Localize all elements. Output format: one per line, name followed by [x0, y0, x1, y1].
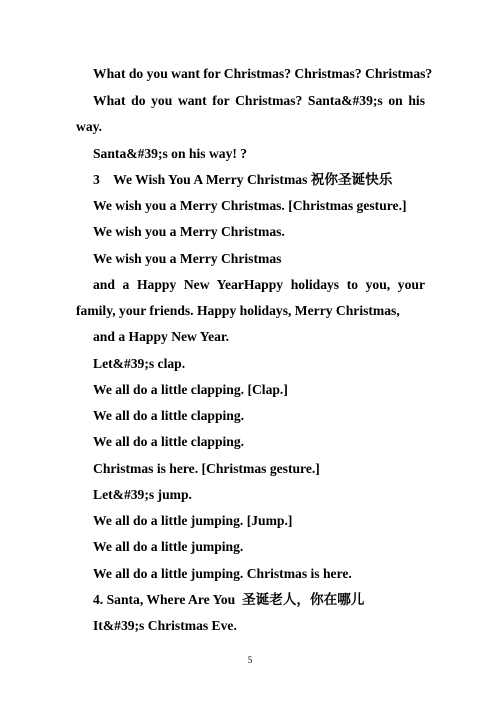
- text-line: We all do a little clapping. [Clap.]: [93, 382, 288, 397]
- text-line: Santa&#39;s on his way! ?: [93, 146, 248, 161]
- text-line: We all do a little jumping. Christmas is here.: [93, 566, 352, 581]
- text-line: We all do a little jumping.: [93, 539, 244, 554]
- text-line: It&#39;s Christmas Eve.: [93, 618, 237, 633]
- section-heading: 4. Santa, Where Are You 圣诞老人，你在哪儿: [93, 592, 365, 607]
- text-line: We wish you a Merry Christmas. [Christmas gesture.]: [93, 198, 407, 213]
- text-line: What do you want for Christmas? Christmas? Christmas?: [93, 66, 433, 81]
- text-line: Christmas is here. [Christmas gesture.]: [93, 461, 320, 476]
- text-line: What do you want for Christmas? Santa&#39;s on his: [93, 93, 425, 108]
- text-line: Let&#39;s jump.: [93, 487, 192, 502]
- text-line: family, your friends. Happy holidays, Merry Christmas,: [76, 303, 400, 318]
- text-line: way.: [76, 119, 103, 134]
- text-line: We wish you a Merry Christmas: [93, 251, 282, 266]
- text-line: and a Happy New Year.: [93, 329, 230, 344]
- page-number: 5: [247, 655, 253, 665]
- section-heading: 3 We Wish You A Merry Christmas 祝你圣诞快乐: [93, 172, 393, 187]
- text-line: Let&#39;s clap.: [93, 356, 186, 371]
- text-line: We wish you a Merry Christmas.: [93, 224, 285, 239]
- text-line: We all do a little jumping. [Jump.]: [93, 513, 293, 528]
- text-line: We all do a little clapping.: [93, 408, 245, 423]
- text-line: and a Happy New YearHappy holidays to you, your: [93, 277, 425, 292]
- text-line: We all do a little clapping.: [93, 434, 245, 449]
